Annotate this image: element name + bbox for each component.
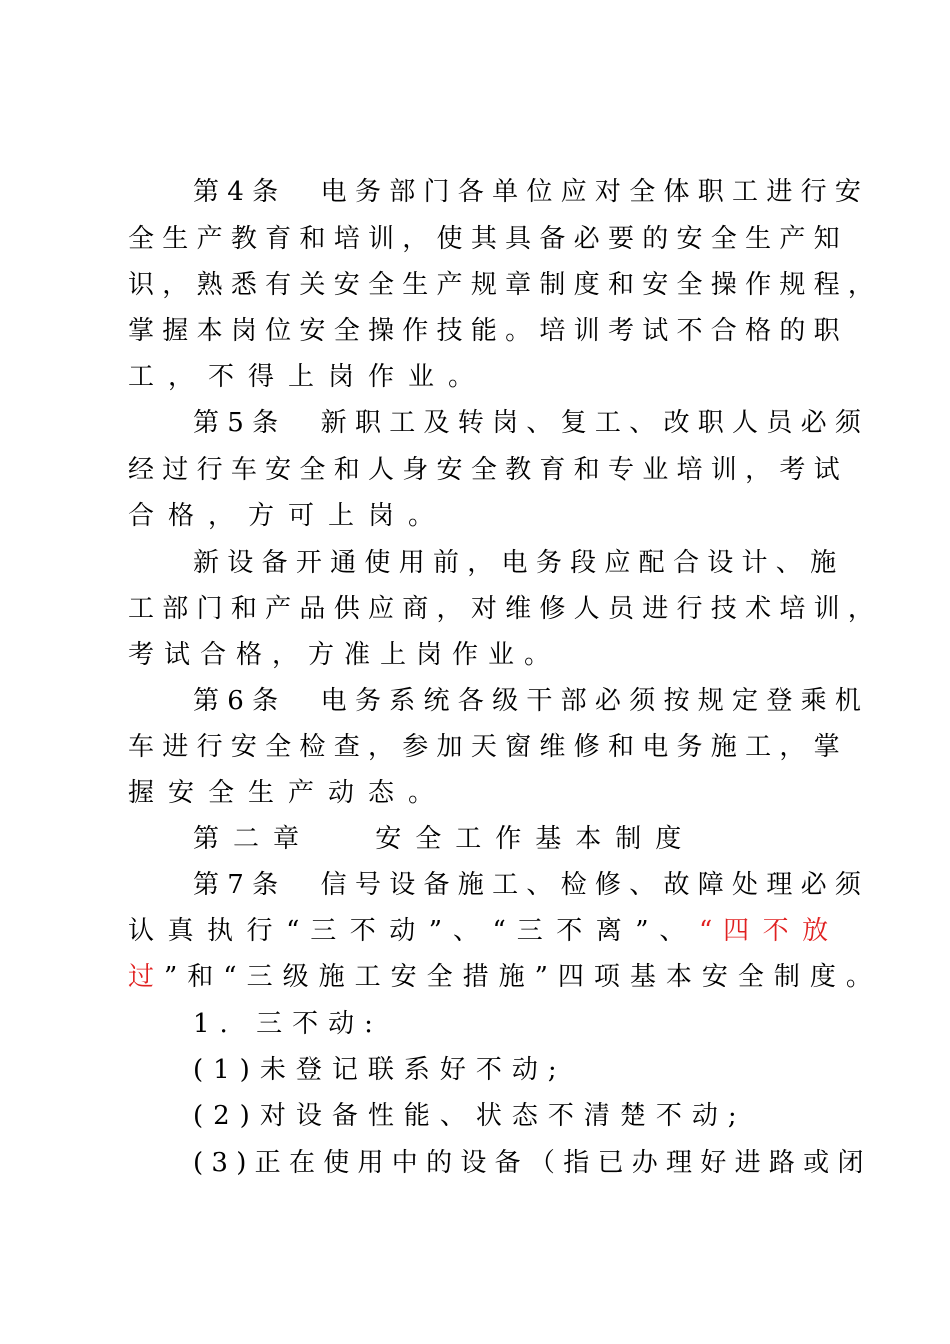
new-equipment-line-1: 新 设 备 开 通 使 用 前 ， 电 务 段 应 配 合 设 计 、 施 bbox=[193, 548, 837, 578]
new-equipment-line-2: 工 部 门 和 产 品 供 应 商 ， 对 维 修 人 员 进 行 技 术 培 训 ， bbox=[128, 594, 874, 624]
three-no-move-item-2: (2)对设备性能、状态不清楚不动; bbox=[193, 1101, 747, 1131]
three-no-move-heading: 1. 三不动: bbox=[193, 1009, 383, 1039]
article-6-line-2: 车 进 行 安 全 检 查 ， 参 加 天 窗 维 修 和 电 务 施 工 ， 掌 bbox=[128, 732, 840, 762]
article-5-line-2: 经 过 行 车 安 全 和 人 身 安 全 教 育 和 专 业 培 训 ， 考 试 bbox=[128, 455, 840, 485]
article-5-line-3: 合格，方可上岗。 bbox=[128, 501, 449, 531]
article-4-line-3: 识 ， 熟 悉 有 关 安 全 生 产 规 章 制 度 和 安 全 操 作 规 程 ， bbox=[128, 270, 874, 300]
article-4-line-2: 全 生 产 教 育 和 培 训 ， 使 其 具 备 必 要 的 安 全 生 产 知 bbox=[128, 224, 840, 254]
article-6-line-1: 第 6 条 电 务 系 统 各 级 干 部 必 须 按 规 定 登 乘 机 bbox=[193, 686, 861, 716]
article-7-line-2-text: 认 真 执 行 “ 三 不 动 ” 、 “ 三 不 离 ” 、 bbox=[128, 916, 689, 946]
article-6-line-3: 握安全生产动态。 bbox=[128, 778, 449, 808]
article-7-line-2 bbox=[128, 911, 828, 951]
new-equipment-line-3: 考试合格，方准上岗作业。 bbox=[128, 640, 561, 670]
three-no-move-item-3: ( 3 ) 正 在 使 用 中 的 设 备 （ 指 已 办 理 好 进 路 或 闭 bbox=[193, 1148, 864, 1178]
chapter-2-title: 第二章 安全工作基本制度 bbox=[193, 824, 696, 854]
article-7-highlight-start: “ 四 不 放 bbox=[698, 916, 829, 946]
article-5-line-1: 第 5 条 新 职 工 及 转 岗 、 复 工 、 改 职 人 员 必 须 bbox=[193, 408, 861, 438]
article-7-line-1: 第 7 条 信 号 设 备 施 工 、 检 修 、 故 障 处 理 必 须 bbox=[193, 870, 861, 900]
article-4-line-1: 第 4 条 电 务 部 门 各 单 位 应 对 全 体 职 工 进 行 安 bbox=[193, 177, 861, 207]
article-7-line-3 bbox=[128, 957, 882, 997]
three-no-move-item-1: (1)未登记联系好不动; bbox=[193, 1055, 567, 1085]
article-7-highlight-end: 过 bbox=[128, 962, 165, 992]
article-4-line-4: 掌 握 本 岗 位 安 全 操 作 技 能 。 培 训 考 试 不 合 格 的 职 bbox=[128, 316, 840, 346]
article-4-line-5: 工，不得上岗作业。 bbox=[128, 362, 489, 392]
article-7-line-3-text: ”和“三级施工安全措施”四项基本安全制度。 bbox=[164, 962, 882, 992]
